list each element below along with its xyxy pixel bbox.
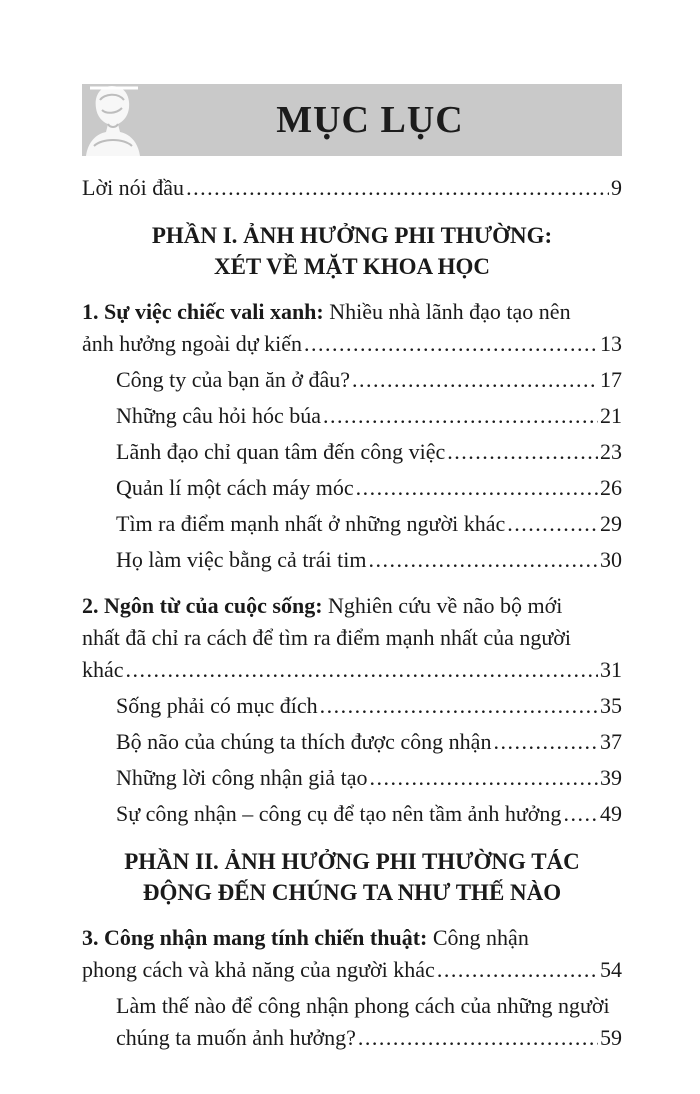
entry-page: 59	[600, 1025, 622, 1050]
entry-label: Quản lí một cách máy móc	[116, 475, 354, 500]
toc-entry[interactable]	[82, 798, 622, 830]
entry-label: ảnh hưởng ngoài dự kiến	[82, 331, 302, 356]
entry-label: Sự công nhận – công cụ để tạo nên tầm ảnh hưởng	[116, 801, 562, 826]
entry-page: 26	[600, 475, 622, 500]
toc-entry[interactable]	[82, 400, 622, 432]
toc-chapter-1[interactable]	[82, 296, 622, 360]
dot-leader	[507, 508, 598, 540]
toc-entry[interactable]	[82, 544, 622, 576]
dot-leader	[563, 798, 598, 830]
dot-leader	[356, 472, 598, 504]
dot-leader	[437, 954, 598, 986]
entry-page: 35	[600, 693, 622, 718]
toc-entry[interactable]	[82, 364, 622, 396]
chapter-title-rest: Công nhận	[427, 925, 529, 950]
entry-page: 54	[600, 957, 622, 982]
entry-label: Công ty của bạn ăn ở đâu?	[116, 367, 351, 392]
entry-label: Lãnh đạo chỉ quan tâm đến công việc	[116, 439, 446, 464]
entry-page: 31	[600, 657, 622, 682]
dot-leader	[358, 1022, 598, 1054]
dot-leader	[493, 726, 598, 758]
chapter-title-last-line	[82, 328, 622, 360]
part-heading-1	[82, 220, 622, 282]
entry-page: 29	[600, 511, 622, 536]
entry-label: Sống phải có mục đích	[116, 693, 318, 718]
chapter-title-line	[82, 296, 622, 328]
part-heading-2	[82, 846, 622, 908]
entry-label: Họ làm việc bằng cả trái tim	[116, 547, 367, 572]
toc-entry[interactable]	[82, 990, 622, 1054]
entry-label: Những lời công nhận giả tạo	[116, 765, 368, 790]
part-heading-line: XÉT VỀ MẶT KHOA HỌC	[213, 254, 491, 279]
entry-label: Lời nói đầu	[82, 175, 185, 200]
entry-label: Những câu hỏi hóc búa	[116, 403, 321, 428]
entry-page: 21	[600, 403, 622, 428]
dot-leader	[368, 544, 598, 576]
chapter-title-rest: Nghiên cứu về não bộ mới	[322, 593, 563, 618]
dot-leader	[126, 654, 598, 686]
entry-page: 13	[600, 331, 622, 356]
toc-entry[interactable]	[82, 726, 622, 758]
part-heading-line: PHẦN II. ẢNH HƯỞNG PHI THƯỜNG TÁC	[124, 849, 580, 874]
dot-leader	[186, 172, 609, 204]
chapter-title-bold: 3. Công nhận mang tính chiến thuật:	[82, 925, 428, 950]
entry-page: 17	[600, 367, 622, 392]
part-heading-line: PHẦN I. ẢNH HƯỞNG PHI THƯỜNG:	[151, 223, 553, 248]
entry-label: phong cách và khả năng của người khác	[82, 957, 435, 982]
entry-page: 23	[600, 439, 622, 464]
chapter-title-rest: Nhiều nhà lãnh đạo tạo nên	[323, 299, 571, 324]
toc-chapter-3[interactable]	[82, 922, 622, 986]
dot-leader	[352, 364, 598, 396]
entry-page: 39	[600, 765, 622, 790]
chapter-title-last-line	[82, 654, 622, 686]
chapter-title-line	[82, 590, 622, 622]
entry-label: Tìm ra điểm mạnh nhất ở những người khác	[116, 511, 506, 536]
part-heading-line: ĐỘNG ĐẾN CHÚNG TA NHƯ THẾ NÀO	[142, 880, 562, 905]
entry-label-line: Làm thế nào để công nhận phong cách của những người	[116, 993, 610, 1018]
entry-page: 30	[600, 547, 622, 572]
dot-leader	[323, 400, 598, 432]
entry-page: 9	[611, 175, 622, 200]
chapter-title-line	[82, 922, 622, 954]
chapter-title-line: nhất đã chỉ ra cách để tìm ra điểm mạnh nhất của người	[82, 625, 572, 650]
toc-entry[interactable]	[82, 762, 622, 794]
toc-entry[interactable]	[82, 436, 622, 468]
toc-entry[interactable]	[82, 508, 622, 540]
chapter-title-bold: 2. Ngôn từ của cuộc sống:	[82, 593, 323, 618]
dot-leader	[304, 328, 598, 360]
entry-label: khác	[82, 657, 124, 682]
page-title: MỤC LỤC	[276, 99, 464, 141]
toc-chapter-2[interactable]	[82, 590, 622, 686]
dot-leader	[369, 762, 598, 794]
table-of-contents	[82, 172, 622, 1058]
dot-leader	[447, 436, 598, 468]
toc-entry-intro[interactable]	[82, 172, 622, 204]
toc-header	[82, 84, 622, 156]
toc-entry[interactable]	[82, 472, 622, 504]
toc-entry[interactable]	[82, 690, 622, 722]
dot-leader	[320, 690, 598, 722]
entry-page: 37	[600, 729, 622, 754]
chapter-title-bold: 1. Sự việc chiếc vali xanh:	[82, 299, 324, 324]
entry-page: 49	[600, 801, 622, 826]
entry-label: chúng ta muốn ảnh hưởng?	[116, 1025, 356, 1050]
entry-label-last-line	[116, 1022, 622, 1054]
entry-label: Bộ não của chúng ta thích được công nhận	[116, 729, 492, 754]
chapter-title-last-line	[82, 954, 622, 986]
